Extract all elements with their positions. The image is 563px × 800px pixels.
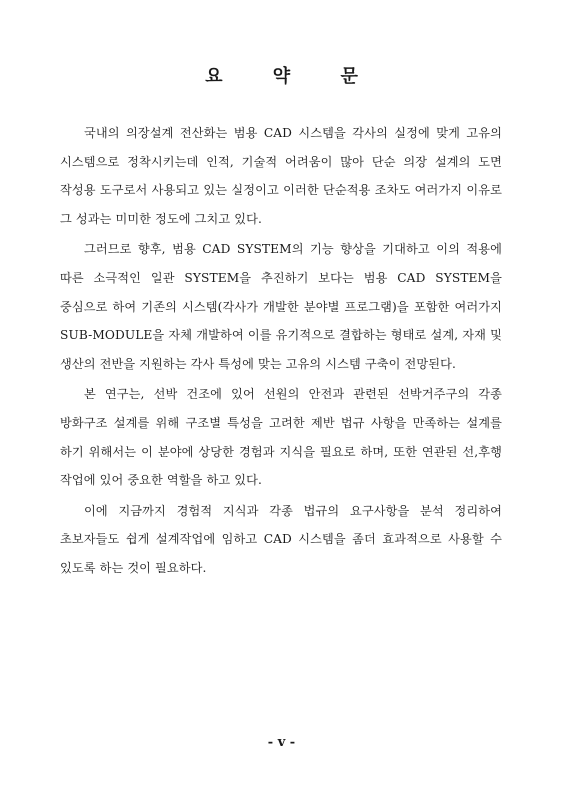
page-number: - v -	[267, 735, 296, 750]
paragraph-4: 이에 지금까지 경험적 지식과 각종 법규의 요구사항을 분석 정리하여 초보자들도 쉽게 설계작업에 임하고 CAD 시스템을 좀더 효과적으로 사용할 수 있도록 하는 것이 필요하다.	[60, 503, 502, 575]
paragraph-3: 본 연구는, 선박 건조에 있어 선원의 안전과 관련된 선박거주구의 각종 방화구조 설계를 위해 구조별 특성을 고려한 제반 법규 사항을 만족하는 설계를 하기 위해서는 이 분야에 상당한 경험과 지식을 필요로 하며, 또한 연관된 선,후행 작업에 있어 중요한 역할을 하고 있다.	[60, 387, 502, 488]
summary-body	[60, 119, 502, 585]
page-title: 요 약 문	[205, 66, 380, 87]
paragraph-1: 국내의 의장설계 전산화는 범용 CAD 시스템을 각사의 실정에 맞게 고유의 시스템으로 정착시키는데 인적, 기술적 어려움이 많아 단순 의장 설계의 도면 작성용 도구로서 사용되고 있는 실정이고 이러한 단순적용 조차도 여러가지 이유로 그 성과는 미미한 정도에 그치고 있다.	[60, 126, 502, 226]
paragraph-2: 그러므로 향후, 범용 CAD SYSTEM의 기능 향상을 기대하고 이의 적용에 따른 소극적인 일관 SYSTEM을 추진하기 보다는 범용 CAD SYSTEM을 중심으로 하여 기존의 시스템(각사가 개발한 분야별 프로그램)을 포함한 여러가지 SUB-MODULE을 자체 개발하여 이를 유기적으로 결합하는 형태로 설계, 자재 및 생산의 전반을 지원하는 각사 특성에 맞는 고유의 시스템 구축이 전망된다.	[60, 242, 502, 371]
